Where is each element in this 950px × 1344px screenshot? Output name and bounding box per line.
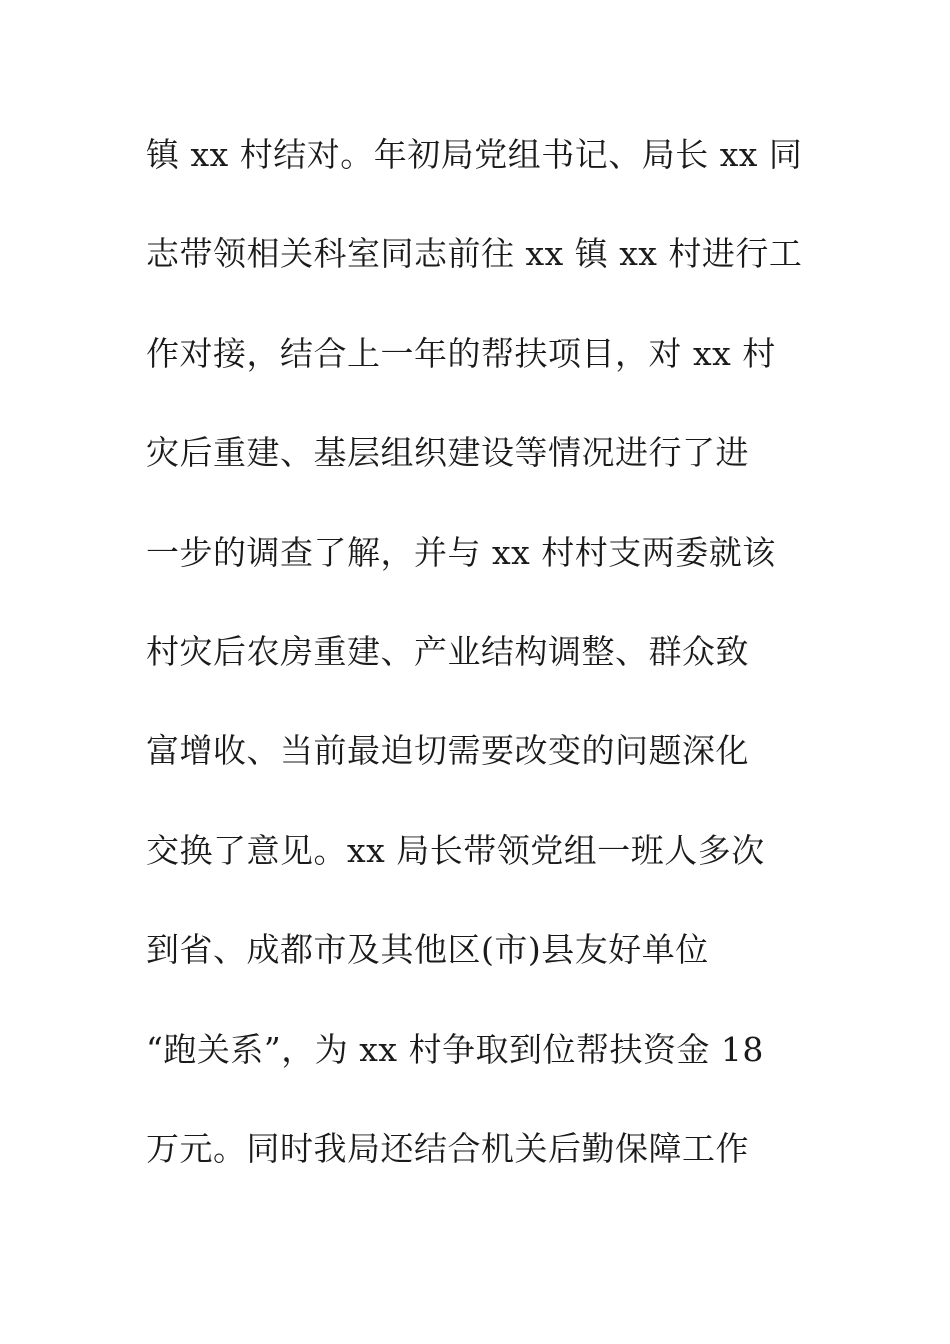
text-line: 村灾后农房重建、产业结构调整、群众致 — [146, 631, 749, 671]
text-line: 交换了意见。xx 局长带领党组一班人多次 — [146, 830, 765, 870]
text-line: 镇 xx 村结对。年初局党组书记、局长 xx 同 — [146, 135, 803, 174]
text-line: 志带领相关科室同志前往 xx 镇 xx 村进行工 — [146, 234, 803, 274]
text-line: 作对接，结合上一年的帮扶项目，对 xx 村 — [146, 333, 776, 373]
body-paragraph — [146, 125, 826, 1218]
text-line: 万元。同时我局还结合机关后勤保障工作 — [146, 1128, 749, 1168]
text-line: 到省、成都市及其他区(市)县友好单位 — [146, 930, 709, 970]
text-line: 富增收、当前最迫切需要改变的问题深化 — [146, 731, 749, 771]
text-line: 一步的调查了解，并与 xx 村村支两委就该 — [146, 532, 776, 572]
text-line: 灾后重建、基层组织建设等情况进行了进 — [146, 433, 749, 473]
text-line: “跑关系”，为 xx 村争取到位帮扶资金 18 — [146, 1029, 764, 1069]
